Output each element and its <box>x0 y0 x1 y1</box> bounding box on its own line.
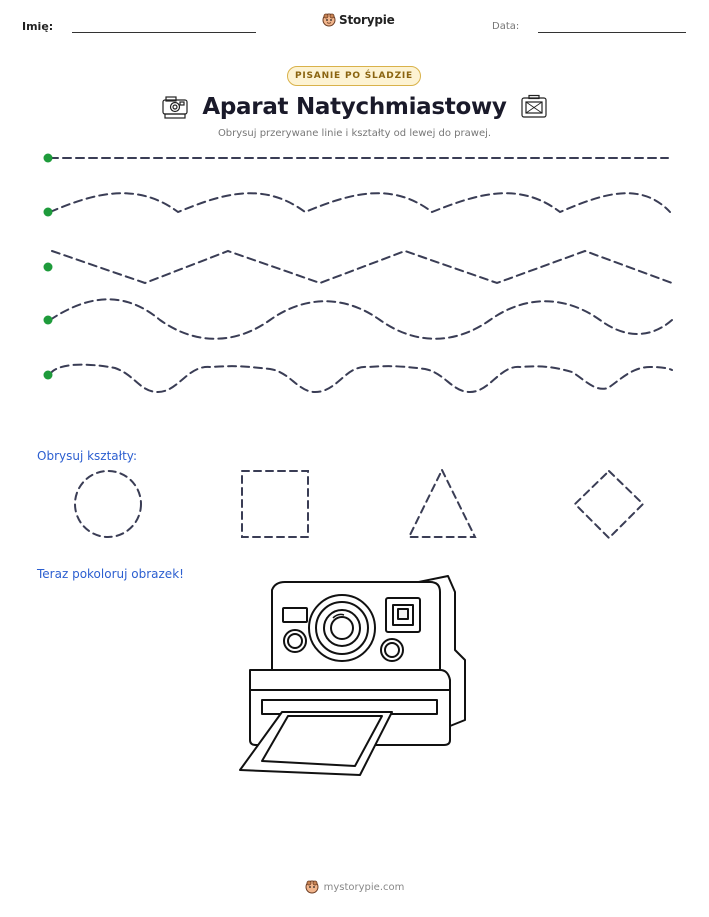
trace-square[interactable] <box>242 471 308 537</box>
storypie-mascot-icon <box>322 13 336 27</box>
coloring-section-label: Teraz pokoloruj obrazek! <box>37 567 184 581</box>
start-dot <box>44 263 53 272</box>
trace-circle[interactable] <box>75 471 141 537</box>
footer-website-link[interactable]: mystorypie.com <box>323 881 405 893</box>
tracing-shapes <box>0 460 709 550</box>
name-write-line[interactable] <box>72 32 256 33</box>
trace-line-wave[interactable] <box>50 193 670 212</box>
date-label: Data: <box>492 21 520 32</box>
instructions-text: Obrysuj przerywane linie i kształty od lewej do prawej. <box>217 128 492 139</box>
page-title <box>150 90 559 124</box>
tracing-lines <box>0 140 709 400</box>
worksheet-type-badge: PISANIE PO ŚLADZIE <box>287 66 421 86</box>
instant-camera-icon <box>160 94 190 120</box>
trace-diamond[interactable] <box>575 471 643 538</box>
start-dot <box>44 208 53 217</box>
footer <box>0 880 709 894</box>
trace-line-bumps[interactable] <box>50 365 672 392</box>
brand-logo <box>322 13 395 27</box>
brand-name: Storypie <box>339 13 395 27</box>
name-label: Imię: <box>22 20 54 33</box>
date-write-line[interactable] <box>538 32 686 33</box>
shapes-section-label: Obrysuj kształty: <box>37 449 138 463</box>
trace-line-zigzag[interactable] <box>52 251 672 283</box>
storypie-mascot-icon <box>305 880 319 894</box>
trace-triangle[interactable] <box>409 470 475 537</box>
start-dot <box>44 316 53 325</box>
start-dot <box>44 154 53 163</box>
start-dot <box>44 371 53 380</box>
title-text: Aparat Natychmiastowy <box>202 94 507 120</box>
trace-line-wave-low[interactable] <box>50 299 672 338</box>
photo-camera-icon <box>519 94 549 120</box>
instant-camera-icon[interactable] <box>236 570 468 776</box>
